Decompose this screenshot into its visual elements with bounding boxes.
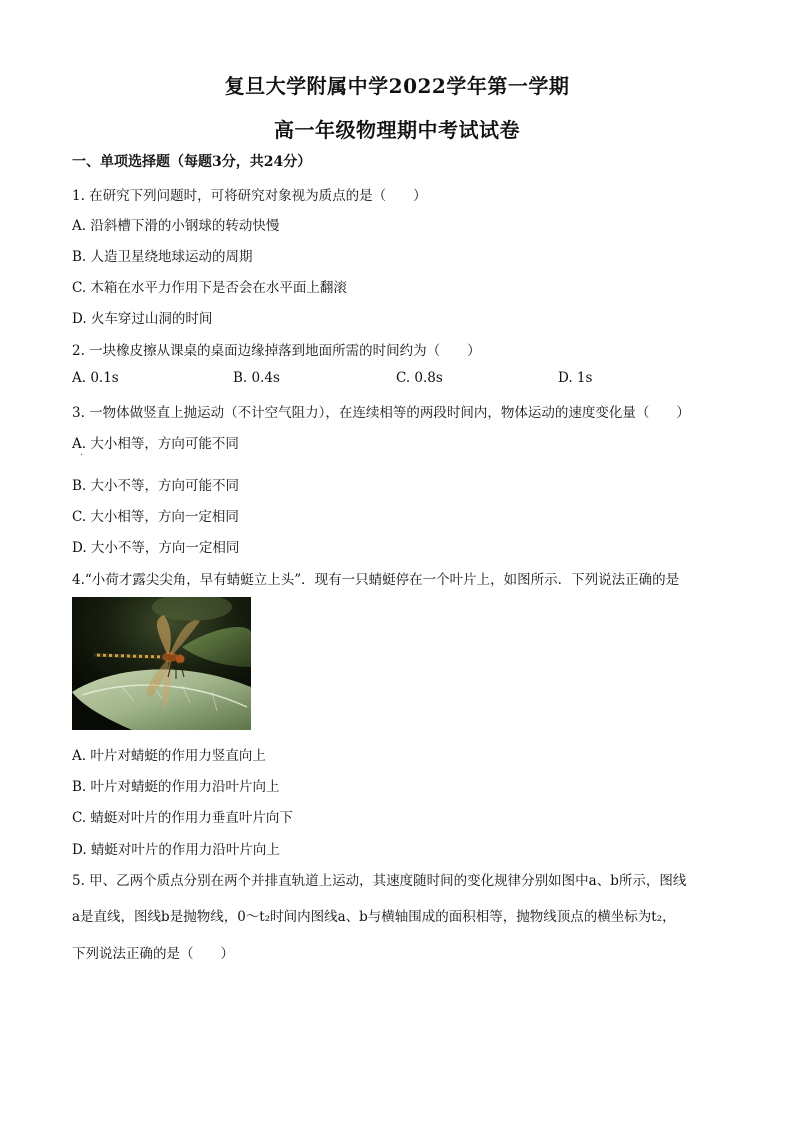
stray-dot: · [80,450,84,461]
q1-option-b: B. 人造卫星绕地球运动的周期 [72,249,253,265]
q3-option-b: B. 大小不等，方向可能不同 [72,478,240,494]
q5-stem-line2: a是直线，图线b是抛物线，0～t₂时间内图线a、b与横轴围成的面积相等，抛物线顶点的横坐标为t₂， [72,909,676,925]
dragonfly-photo [72,597,251,730]
exam-subtitle: 高一年级物理期中考试试卷 [274,118,520,142]
exam-title: 复旦大学附属中学2022学年第一学期 [224,74,570,98]
q2-option-d: D. 1s [558,370,593,386]
q4-option-d: D. 蜻蜓对叶片的作用力沿叶片向上 [72,842,280,858]
q3-option-d: D. 大小不等，方向一定相同 [72,540,240,556]
q1-option-c: C. 木箱在水平力作用下是否会在水平面上翻滚 [72,280,347,296]
q1-option-d: D. 火车穿过山洞的时间 [72,311,213,327]
q1-stem: 1. 在研究下列问题时，可将研究对象视为质点的是（ ） [72,188,427,204]
q2-option-b: B. 0.4s [233,370,280,386]
q5-stem-line1: 5. 甲、乙两个质点分别在两个并排直轨道上运动，其速度随时间的变化规律分别如图中a、b所示，图线 [72,873,687,889]
q3-option-a: A. 大小相等，方向可能不同 [72,436,239,452]
q5-stem-line3: 下列说法正确的是（ ） [72,946,234,962]
q2-option-c: C. 0.8s [396,370,443,386]
q3-option-c: C. 大小相等，方向一定相同 [72,509,239,525]
q4-option-b: B. 叶片对蜻蜓的作用力沿叶片向上 [72,779,280,795]
q4-option-a: A. 叶片对蜻蜓的作用力竖直向上 [72,748,266,764]
dragonfly-on-leaf-image [72,597,251,730]
section-heading: 一、单项选择题（每题3分，共24分） [72,154,312,170]
q4-stem: 4.“小荷才露尖尖角，早有蜻蜓立上头”．现有一只蜻蜓停在一个叶片上，如图所示．下列说法正确的是 [72,572,680,588]
q2-stem: 2. 一块橡皮擦从课桌的桌面边缘掉落到地面所需的时间约为（ ） [72,343,481,359]
q4-option-c: C. 蜻蜓对叶片的作用力垂直叶片向下 [72,810,293,826]
q3-stem: 3. 一物体做竖直上抛运动（不计空气阻力），在连续相等的两段时间内，物体运动的速度变化量（ ） [72,405,690,421]
q1-option-a: A. 沿斜槽下滑的小钢球的转动快慢 [72,218,280,234]
q2-option-a: A. 0.1s [72,370,119,386]
